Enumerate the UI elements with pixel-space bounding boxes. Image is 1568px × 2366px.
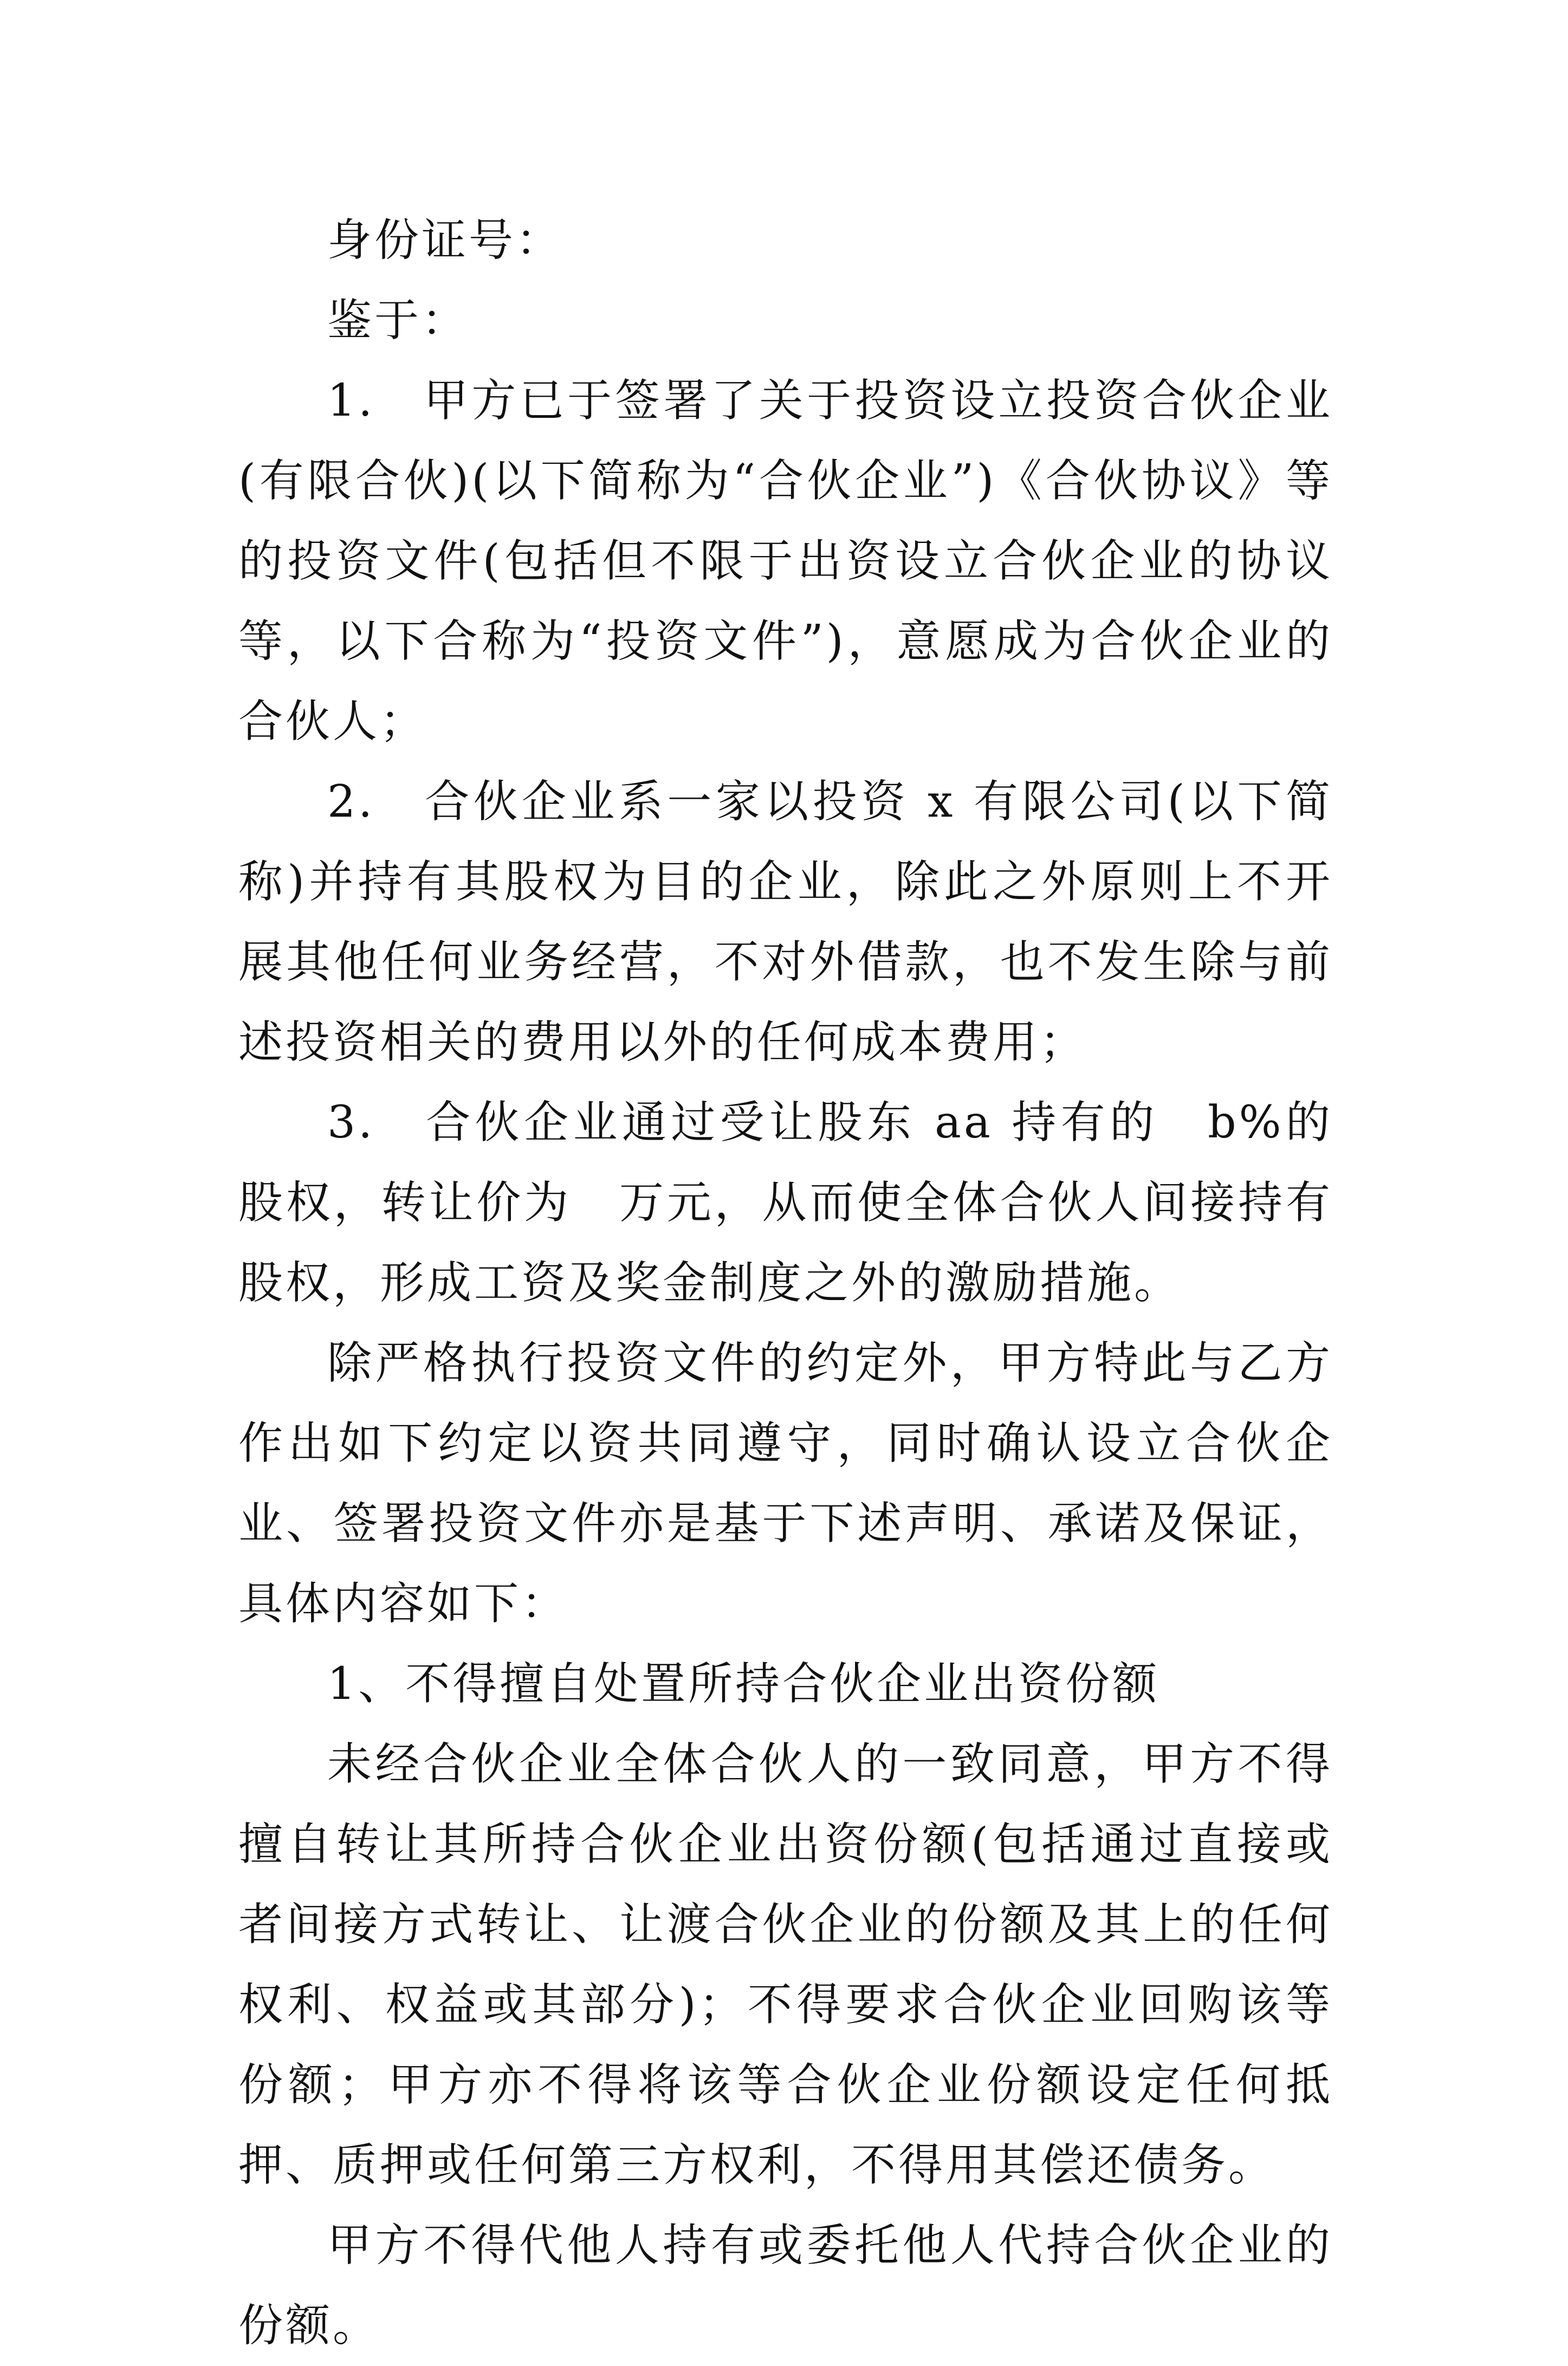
recital-3: 3. 合伙企业通过受让股东 aa 持有的 b%的股权，转让价为 万元，从而使全体合伙人间接持有股权，形成工资及奖金制度之外的激励措施。 <box>238 1097 1333 1309</box>
id-number-label: 身份证号： <box>327 215 563 266</box>
section-1-body: 未经合伙企业全体合伙人的一致同意，甲方不得擅自转让其所持合伙企业出资份额(包括通过直接或者间接方式转让、让渡合伙企业的份额及其上的任何权利、权益或其部分)；不得要求合伙企业回购该等份额；甲方亦不得将该等合伙企业份额设定任何抵押、质押或任何第三方权利，不得用其偿还债务。 <box>238 1738 1333 2191</box>
whereas-heading: 鉴于： <box>327 295 469 346</box>
section-1-heading: 1、不得擅自处置所持合伙企业出资份额 <box>327 1658 1160 1710</box>
agreement-intro: 除严格执行投资文件的约定外，甲方特此与乙方作出如下约定以资共同遵守，同时确认设立合伙企业、签署投资文件亦是基于下述声明、承诺及保证，具体内容如下： <box>238 1337 1333 1630</box>
section-1-nominee-clause: 甲方不得代他人持有或委托他人代持合伙企业的份额。 <box>238 2220 1333 2351</box>
recital-2: 2. 合伙企业系一家以投资 x 有限公司(以下简称)并持有其股权为目的企业，除此之外原则上不开展其他任何业务经营，不对外借款，也不发生除与前述投资相关的费用以外的任何成本费用； <box>238 776 1333 1068</box>
recital-1: 1. 甲方已于签署了关于投资设立投资合伙企业(有限合伙)(以下简称为“合伙企业”)《合伙协议》等的投资文件(包括但不限于出资设立合伙企业的协议等，以下合称为“投资文件”)，意愿成为合伙企业的合伙人； <box>238 375 1333 747</box>
document-body <box>238 201 1333 2366</box>
